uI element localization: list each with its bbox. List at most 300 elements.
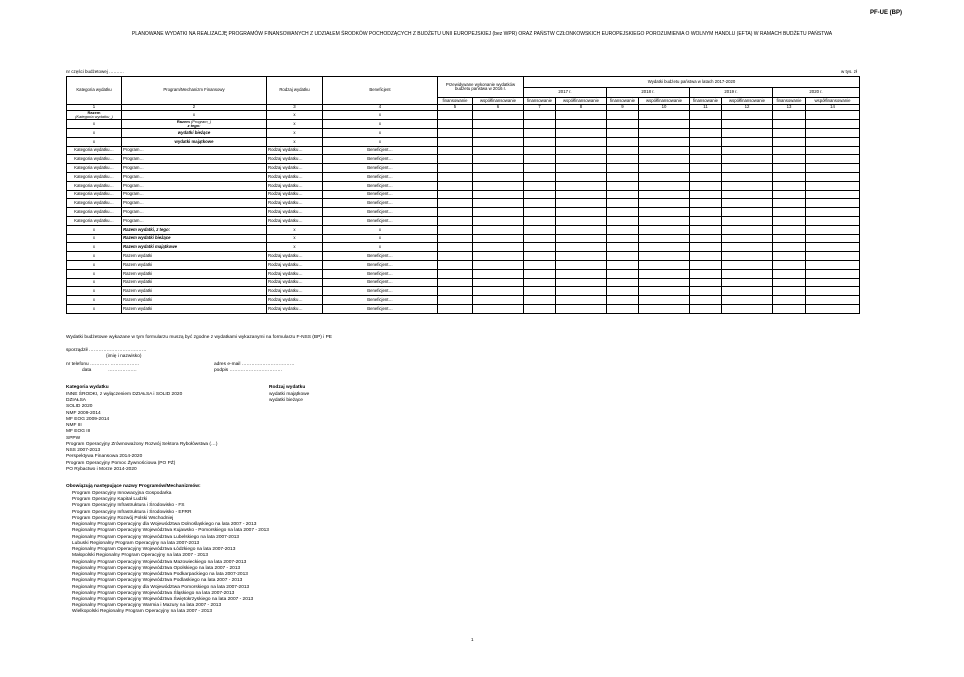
value-cell[interactable] bbox=[438, 181, 473, 190]
value-cell[interactable] bbox=[806, 225, 860, 234]
value-cell[interactable] bbox=[639, 252, 690, 261]
value-cell[interactable] bbox=[722, 260, 773, 269]
value-cell[interactable] bbox=[773, 199, 806, 208]
value-cell[interactable] bbox=[524, 243, 556, 252]
value-cell[interactable] bbox=[806, 234, 860, 243]
value-cell[interactable] bbox=[722, 208, 773, 217]
date-field: ……………… bbox=[108, 368, 137, 373]
value-cell[interactable] bbox=[690, 243, 722, 252]
value-cell[interactable] bbox=[806, 269, 860, 278]
value-cell[interactable] bbox=[607, 111, 639, 120]
value-cell[interactable] bbox=[773, 296, 806, 305]
value-cell[interactable] bbox=[806, 164, 860, 173]
value-cell[interactable] bbox=[607, 199, 639, 208]
value-cell[interactable] bbox=[773, 243, 806, 252]
value-cell[interactable] bbox=[556, 137, 607, 146]
value-cell[interactable] bbox=[773, 146, 806, 155]
value-cell[interactable] bbox=[773, 269, 806, 278]
value-cell[interactable] bbox=[438, 269, 473, 278]
value-cell[interactable] bbox=[556, 252, 607, 261]
kategoria-item: Perspektywa Finansowa 2014-2020 bbox=[66, 454, 143, 460]
value-cell[interactable] bbox=[773, 252, 806, 261]
value-cell[interactable] bbox=[639, 269, 690, 278]
value-cell[interactable] bbox=[473, 287, 524, 296]
value-cell[interactable] bbox=[690, 287, 722, 296]
cell-rodzaj: Rodzaj wydatku… bbox=[267, 269, 323, 278]
value-cell[interactable] bbox=[690, 129, 722, 138]
value-cell[interactable] bbox=[639, 146, 690, 155]
value-cell[interactable] bbox=[722, 252, 773, 261]
value-cell[interactable] bbox=[690, 199, 722, 208]
value-cell[interactable] bbox=[473, 208, 524, 217]
value-cell[interactable] bbox=[438, 155, 473, 164]
value-cell[interactable] bbox=[607, 225, 639, 234]
value-cell[interactable] bbox=[806, 120, 860, 129]
value-cell[interactable] bbox=[607, 304, 639, 313]
value-cell[interactable] bbox=[524, 252, 556, 261]
value-cell[interactable] bbox=[806, 155, 860, 164]
value-cell[interactable] bbox=[556, 304, 607, 313]
value-cell[interactable] bbox=[607, 172, 639, 181]
column-number: 8 bbox=[556, 105, 607, 111]
name-caption: (imię i nazwisko) bbox=[106, 354, 142, 359]
value-cell[interactable] bbox=[690, 304, 722, 313]
value-cell[interactable] bbox=[806, 129, 860, 138]
value-cell[interactable] bbox=[639, 234, 690, 243]
value-cell[interactable] bbox=[438, 190, 473, 199]
column-number: 9 bbox=[607, 105, 639, 111]
table-row bbox=[67, 155, 860, 164]
value-cell[interactable] bbox=[438, 252, 473, 261]
value-cell[interactable] bbox=[722, 137, 773, 146]
value-cell[interactable] bbox=[473, 199, 524, 208]
value-cell[interactable] bbox=[473, 120, 524, 129]
value-cell[interactable] bbox=[524, 111, 556, 120]
value-cell[interactable] bbox=[690, 172, 722, 181]
value-cell[interactable] bbox=[639, 120, 690, 129]
value-cell[interactable] bbox=[473, 146, 524, 155]
value-cell[interactable] bbox=[438, 164, 473, 173]
value-cell[interactable] bbox=[556, 208, 607, 217]
value-cell[interactable] bbox=[690, 278, 722, 287]
value-cell[interactable] bbox=[556, 243, 607, 252]
value-cell[interactable] bbox=[607, 269, 639, 278]
value-cell[interactable] bbox=[556, 172, 607, 181]
column-number: 1 bbox=[67, 105, 122, 111]
header-fin: finansowanie bbox=[607, 98, 639, 105]
value-cell[interactable] bbox=[438, 260, 473, 269]
value-cell[interactable] bbox=[524, 287, 556, 296]
value-cell[interactable] bbox=[773, 260, 806, 269]
value-cell[interactable] bbox=[556, 199, 607, 208]
cell-program: Razem wydatki bbox=[122, 304, 267, 313]
cell-beneficjent: x bbox=[323, 225, 438, 234]
value-cell[interactable] bbox=[556, 296, 607, 305]
value-cell[interactable] bbox=[524, 199, 556, 208]
value-cell[interactable] bbox=[524, 129, 556, 138]
value-cell[interactable] bbox=[639, 243, 690, 252]
value-cell[interactable] bbox=[639, 199, 690, 208]
value-cell[interactable] bbox=[690, 234, 722, 243]
value-cell[interactable] bbox=[438, 120, 473, 129]
header-wsp: współfinansowanie bbox=[639, 98, 690, 105]
value-cell[interactable] bbox=[773, 129, 806, 138]
value-cell[interactable] bbox=[690, 296, 722, 305]
value-cell[interactable] bbox=[556, 287, 607, 296]
value-cell[interactable] bbox=[438, 146, 473, 155]
value-cell[interactable] bbox=[473, 137, 524, 146]
value-cell[interactable] bbox=[524, 225, 556, 234]
value-cell[interactable] bbox=[438, 111, 473, 120]
value-cell[interactable] bbox=[806, 243, 860, 252]
value-cell[interactable] bbox=[438, 216, 473, 225]
value-cell[interactable] bbox=[524, 296, 556, 305]
value-cell[interactable] bbox=[773, 181, 806, 190]
value-cell[interactable] bbox=[722, 225, 773, 234]
value-cell[interactable] bbox=[806, 252, 860, 261]
value-cell[interactable] bbox=[607, 155, 639, 164]
cell-kategoria: Kategoria wydatku… bbox=[67, 208, 122, 217]
value-cell[interactable] bbox=[690, 216, 722, 225]
cell-kategoria: x bbox=[67, 225, 122, 234]
value-cell[interactable] bbox=[773, 190, 806, 199]
value-cell[interactable] bbox=[773, 120, 806, 129]
value-cell[interactable] bbox=[722, 146, 773, 155]
rodzaj-legend-list bbox=[269, 392, 309, 404]
cell-program: Razem wydatki bbox=[122, 287, 267, 296]
kategoria-item: INNE ŚRODKI, z wyłączeniem DZIAŁSA i SOLID 2020 bbox=[66, 392, 183, 397]
value-cell[interactable] bbox=[556, 164, 607, 173]
cell-rodzaj: Rodzaj wydatku… bbox=[267, 208, 323, 217]
value-cell[interactable] bbox=[639, 155, 690, 164]
value-cell[interactable] bbox=[473, 269, 524, 278]
value-cell[interactable] bbox=[639, 181, 690, 190]
value-cell[interactable] bbox=[639, 287, 690, 296]
phone-field: nr telefonu ………… ……………… bbox=[66, 362, 140, 367]
value-cell[interactable] bbox=[556, 129, 607, 138]
value-cell[interactable] bbox=[690, 111, 722, 120]
value-cell[interactable] bbox=[473, 243, 524, 252]
value-cell[interactable] bbox=[607, 190, 639, 199]
cell-kategoria: Kategoria wydatku… bbox=[67, 199, 122, 208]
value-cell[interactable] bbox=[438, 287, 473, 296]
value-cell[interactable] bbox=[722, 216, 773, 225]
value-cell[interactable] bbox=[607, 137, 639, 146]
value-cell[interactable] bbox=[722, 120, 773, 129]
header-kategoria: Kategoria wydatku bbox=[67, 77, 122, 105]
value-cell[interactable] bbox=[607, 260, 639, 269]
value-cell[interactable] bbox=[639, 208, 690, 217]
value-cell[interactable] bbox=[773, 234, 806, 243]
cell-kategoria: x bbox=[67, 269, 122, 278]
value-cell[interactable] bbox=[806, 296, 860, 305]
value-cell[interactable] bbox=[639, 260, 690, 269]
value-cell[interactable] bbox=[556, 225, 607, 234]
value-cell[interactable] bbox=[473, 225, 524, 234]
value-cell[interactable] bbox=[773, 208, 806, 217]
cell-beneficjent: x bbox=[323, 129, 438, 138]
expenditure-table bbox=[66, 76, 860, 314]
value-cell[interactable] bbox=[806, 137, 860, 146]
value-cell[interactable] bbox=[556, 190, 607, 199]
value-cell[interactable] bbox=[438, 278, 473, 287]
value-cell[interactable] bbox=[524, 155, 556, 164]
value-cell[interactable] bbox=[556, 181, 607, 190]
value-cell[interactable] bbox=[773, 111, 806, 120]
header-year: 2018 r. bbox=[607, 88, 690, 98]
value-cell[interactable] bbox=[524, 269, 556, 278]
value-cell[interactable] bbox=[607, 164, 639, 173]
value-cell[interactable] bbox=[524, 234, 556, 243]
value-cell[interactable] bbox=[806, 181, 860, 190]
value-cell[interactable] bbox=[473, 296, 524, 305]
value-cell[interactable] bbox=[524, 146, 556, 155]
value-cell[interactable] bbox=[722, 287, 773, 296]
column-number: 13 bbox=[773, 105, 806, 111]
kategoria-legend-list bbox=[66, 392, 217, 473]
cell-rodzaj: x bbox=[267, 225, 323, 234]
value-cell[interactable] bbox=[438, 304, 473, 313]
value-cell[interactable] bbox=[639, 296, 690, 305]
value-cell[interactable] bbox=[722, 129, 773, 138]
value-cell[interactable] bbox=[438, 137, 473, 146]
value-cell[interactable] bbox=[556, 234, 607, 243]
value-cell[interactable] bbox=[524, 120, 556, 129]
value-cell[interactable] bbox=[690, 137, 722, 146]
value-cell[interactable] bbox=[473, 252, 524, 261]
z-tego-label: z tego: bbox=[187, 123, 201, 128]
value-cell[interactable] bbox=[690, 225, 722, 234]
value-cell[interactable] bbox=[556, 269, 607, 278]
value-cell[interactable] bbox=[773, 137, 806, 146]
value-cell[interactable] bbox=[722, 269, 773, 278]
value-cell[interactable] bbox=[722, 199, 773, 208]
value-cell[interactable] bbox=[690, 252, 722, 261]
kategoria-item: PO Rybactwo i Morze 2014-2020 bbox=[66, 466, 137, 472]
value-cell[interactable] bbox=[639, 225, 690, 234]
value-cell[interactable] bbox=[773, 304, 806, 313]
value-cell[interactable] bbox=[524, 172, 556, 181]
value-cell[interactable] bbox=[607, 181, 639, 190]
column-number: 11 bbox=[690, 105, 722, 111]
value-cell[interactable] bbox=[524, 164, 556, 173]
value-cell[interactable] bbox=[639, 278, 690, 287]
value-cell[interactable] bbox=[524, 190, 556, 199]
column-number: 12 bbox=[722, 105, 773, 111]
cell-rodzaj: x bbox=[267, 111, 323, 120]
value-cell[interactable] bbox=[473, 181, 524, 190]
value-cell[interactable] bbox=[806, 216, 860, 225]
value-cell[interactable] bbox=[524, 278, 556, 287]
value-cell[interactable] bbox=[806, 172, 860, 181]
value-cell[interactable] bbox=[607, 208, 639, 217]
value-cell[interactable] bbox=[690, 269, 722, 278]
value-cell[interactable] bbox=[639, 172, 690, 181]
value-cell[interactable] bbox=[722, 111, 773, 120]
cell-rodzaj: x bbox=[267, 129, 323, 138]
value-cell[interactable] bbox=[524, 260, 556, 269]
prepared-by-field: sporządził ……………………………… bbox=[66, 348, 147, 353]
value-cell[interactable] bbox=[556, 278, 607, 287]
cell-program: Program… bbox=[122, 216, 267, 225]
value-cell[interactable] bbox=[524, 137, 556, 146]
value-cell[interactable] bbox=[806, 199, 860, 208]
value-cell[interactable] bbox=[773, 164, 806, 173]
value-cell[interactable] bbox=[722, 234, 773, 243]
value-cell[interactable] bbox=[473, 234, 524, 243]
program-item: Wielkopolski Regionalny Program Operacyjny na lata 2007 - 2013 bbox=[72, 609, 212, 615]
table-row bbox=[67, 252, 860, 261]
cell-beneficjent: x bbox=[323, 243, 438, 252]
value-cell[interactable] bbox=[438, 129, 473, 138]
value-cell[interactable] bbox=[639, 137, 690, 146]
program-item: Regionalny Program Operacyjny dla Województwa Pomorskiego na lata 2007-2013 bbox=[72, 584, 250, 590]
value-cell[interactable] bbox=[722, 296, 773, 305]
cell-kategoria: x bbox=[67, 243, 122, 252]
value-cell[interactable] bbox=[690, 146, 722, 155]
value-cell[interactable] bbox=[773, 172, 806, 181]
value-cell[interactable] bbox=[690, 181, 722, 190]
value-cell[interactable] bbox=[806, 190, 860, 199]
value-cell[interactable] bbox=[806, 208, 860, 217]
value-cell[interactable] bbox=[607, 129, 639, 138]
value-cell[interactable] bbox=[806, 260, 860, 269]
value-cell[interactable] bbox=[773, 216, 806, 225]
value-cell[interactable] bbox=[607, 216, 639, 225]
cell-rodzaj: Rodzaj wydatku… bbox=[267, 278, 323, 287]
value-cell[interactable] bbox=[473, 260, 524, 269]
value-cell[interactable] bbox=[473, 164, 524, 173]
rodzaj-item: wydatki bieżące bbox=[269, 398, 303, 404]
value-cell[interactable] bbox=[639, 164, 690, 173]
value-cell[interactable] bbox=[722, 190, 773, 199]
value-cell[interactable] bbox=[524, 304, 556, 313]
cell-kategoria: x bbox=[67, 120, 122, 129]
kategoria-item: Program Operacyjny Pomoc Żywnościowa (PO PŻ) bbox=[66, 460, 176, 466]
value-cell[interactable] bbox=[690, 164, 722, 173]
column-number: 14 bbox=[806, 105, 860, 111]
value-cell[interactable] bbox=[556, 155, 607, 164]
value-cell[interactable] bbox=[438, 208, 473, 217]
value-cell[interactable] bbox=[639, 111, 690, 120]
value-cell[interactable] bbox=[438, 199, 473, 208]
value-cell[interactable] bbox=[473, 304, 524, 313]
cell-beneficjent: Beneficjent… bbox=[323, 252, 438, 261]
value-cell[interactable] bbox=[524, 208, 556, 217]
header-fin: finansowanie bbox=[524, 98, 556, 105]
cell-program: Program… bbox=[122, 190, 267, 199]
value-cell[interactable] bbox=[806, 278, 860, 287]
value-cell[interactable] bbox=[473, 278, 524, 287]
value-cell[interactable] bbox=[556, 260, 607, 269]
value-cell[interactable] bbox=[524, 181, 556, 190]
value-cell[interactable] bbox=[806, 304, 860, 313]
programs-legend-list bbox=[72, 491, 269, 616]
value-cell[interactable] bbox=[607, 252, 639, 261]
value-cell[interactable] bbox=[773, 287, 806, 296]
value-cell[interactable] bbox=[473, 190, 524, 199]
value-cell[interactable] bbox=[438, 225, 473, 234]
cell-beneficjent: Beneficjent… bbox=[323, 287, 438, 296]
value-cell[interactable] bbox=[690, 190, 722, 199]
cell-rodzaj: Rodzaj wydatku… bbox=[267, 164, 323, 173]
value-cell[interactable] bbox=[607, 146, 639, 155]
value-cell[interactable] bbox=[473, 216, 524, 225]
value-cell[interactable] bbox=[639, 190, 690, 199]
value-cell[interactable] bbox=[722, 172, 773, 181]
value-cell[interactable] bbox=[438, 172, 473, 181]
cell-kategoria: x bbox=[67, 252, 122, 261]
value-cell[interactable] bbox=[722, 181, 773, 190]
kategoria-paren: (Kategoria wydatku_) bbox=[75, 114, 113, 119]
table-row bbox=[67, 199, 860, 208]
value-cell[interactable] bbox=[607, 287, 639, 296]
value-cell[interactable] bbox=[438, 234, 473, 243]
cell-beneficjent: Beneficjent… bbox=[323, 260, 438, 269]
value-cell[interactable] bbox=[806, 111, 860, 120]
value-cell[interactable] bbox=[607, 234, 639, 243]
value-cell[interactable] bbox=[473, 172, 524, 181]
value-cell[interactable] bbox=[473, 129, 524, 138]
value-cell[interactable] bbox=[722, 164, 773, 173]
value-cell[interactable] bbox=[722, 304, 773, 313]
value-cell[interactable] bbox=[722, 278, 773, 287]
form-code: PF-UE (BP) bbox=[870, 10, 902, 16]
value-cell[interactable] bbox=[773, 278, 806, 287]
cell-kategoria: Kategoria wydatku… bbox=[67, 216, 122, 225]
value-cell[interactable] bbox=[773, 155, 806, 164]
value-cell[interactable] bbox=[607, 120, 639, 129]
table-row bbox=[67, 269, 860, 278]
value-cell[interactable] bbox=[639, 304, 690, 313]
kategoria-legend-heading: Kategoria wydatku bbox=[66, 385, 109, 390]
value-cell[interactable] bbox=[524, 216, 556, 225]
value-cell[interactable] bbox=[639, 129, 690, 138]
cell-rodzaj: Rodzaj wydatku… bbox=[267, 146, 323, 155]
cell-kategoria: x bbox=[67, 304, 122, 313]
cell-beneficjent: Beneficjent… bbox=[323, 190, 438, 199]
value-cell[interactable] bbox=[473, 111, 524, 120]
value-cell[interactable] bbox=[722, 243, 773, 252]
header-beneficjent: Beneficjent bbox=[323, 77, 438, 105]
value-cell[interactable] bbox=[607, 278, 639, 287]
value-cell[interactable] bbox=[690, 260, 722, 269]
cell-beneficjent: x bbox=[323, 137, 438, 146]
column-number: 10 bbox=[639, 105, 690, 111]
value-cell[interactable] bbox=[438, 296, 473, 305]
cell-program: wydatki majątkowe bbox=[122, 137, 267, 146]
value-cell[interactable] bbox=[722, 155, 773, 164]
value-cell[interactable] bbox=[690, 155, 722, 164]
value-cell[interactable] bbox=[806, 287, 860, 296]
value-cell[interactable] bbox=[556, 111, 607, 120]
value-cell[interactable] bbox=[556, 120, 607, 129]
value-cell[interactable] bbox=[773, 225, 806, 234]
value-cell[interactable] bbox=[556, 216, 607, 225]
value-cell[interactable] bbox=[607, 243, 639, 252]
value-cell[interactable] bbox=[438, 243, 473, 252]
program-paren: (Program_) bbox=[190, 119, 212, 124]
value-cell[interactable] bbox=[473, 155, 524, 164]
value-cell[interactable] bbox=[806, 146, 860, 155]
value-cell[interactable] bbox=[607, 296, 639, 305]
value-cell[interactable] bbox=[556, 146, 607, 155]
value-cell[interactable] bbox=[639, 216, 690, 225]
table-row bbox=[67, 243, 860, 252]
value-cell[interactable] bbox=[690, 120, 722, 129]
programs-legend-heading: Obowiązują następujące nazwy Programów/Mechanizmów: bbox=[66, 484, 201, 489]
value-cell[interactable] bbox=[690, 208, 722, 217]
